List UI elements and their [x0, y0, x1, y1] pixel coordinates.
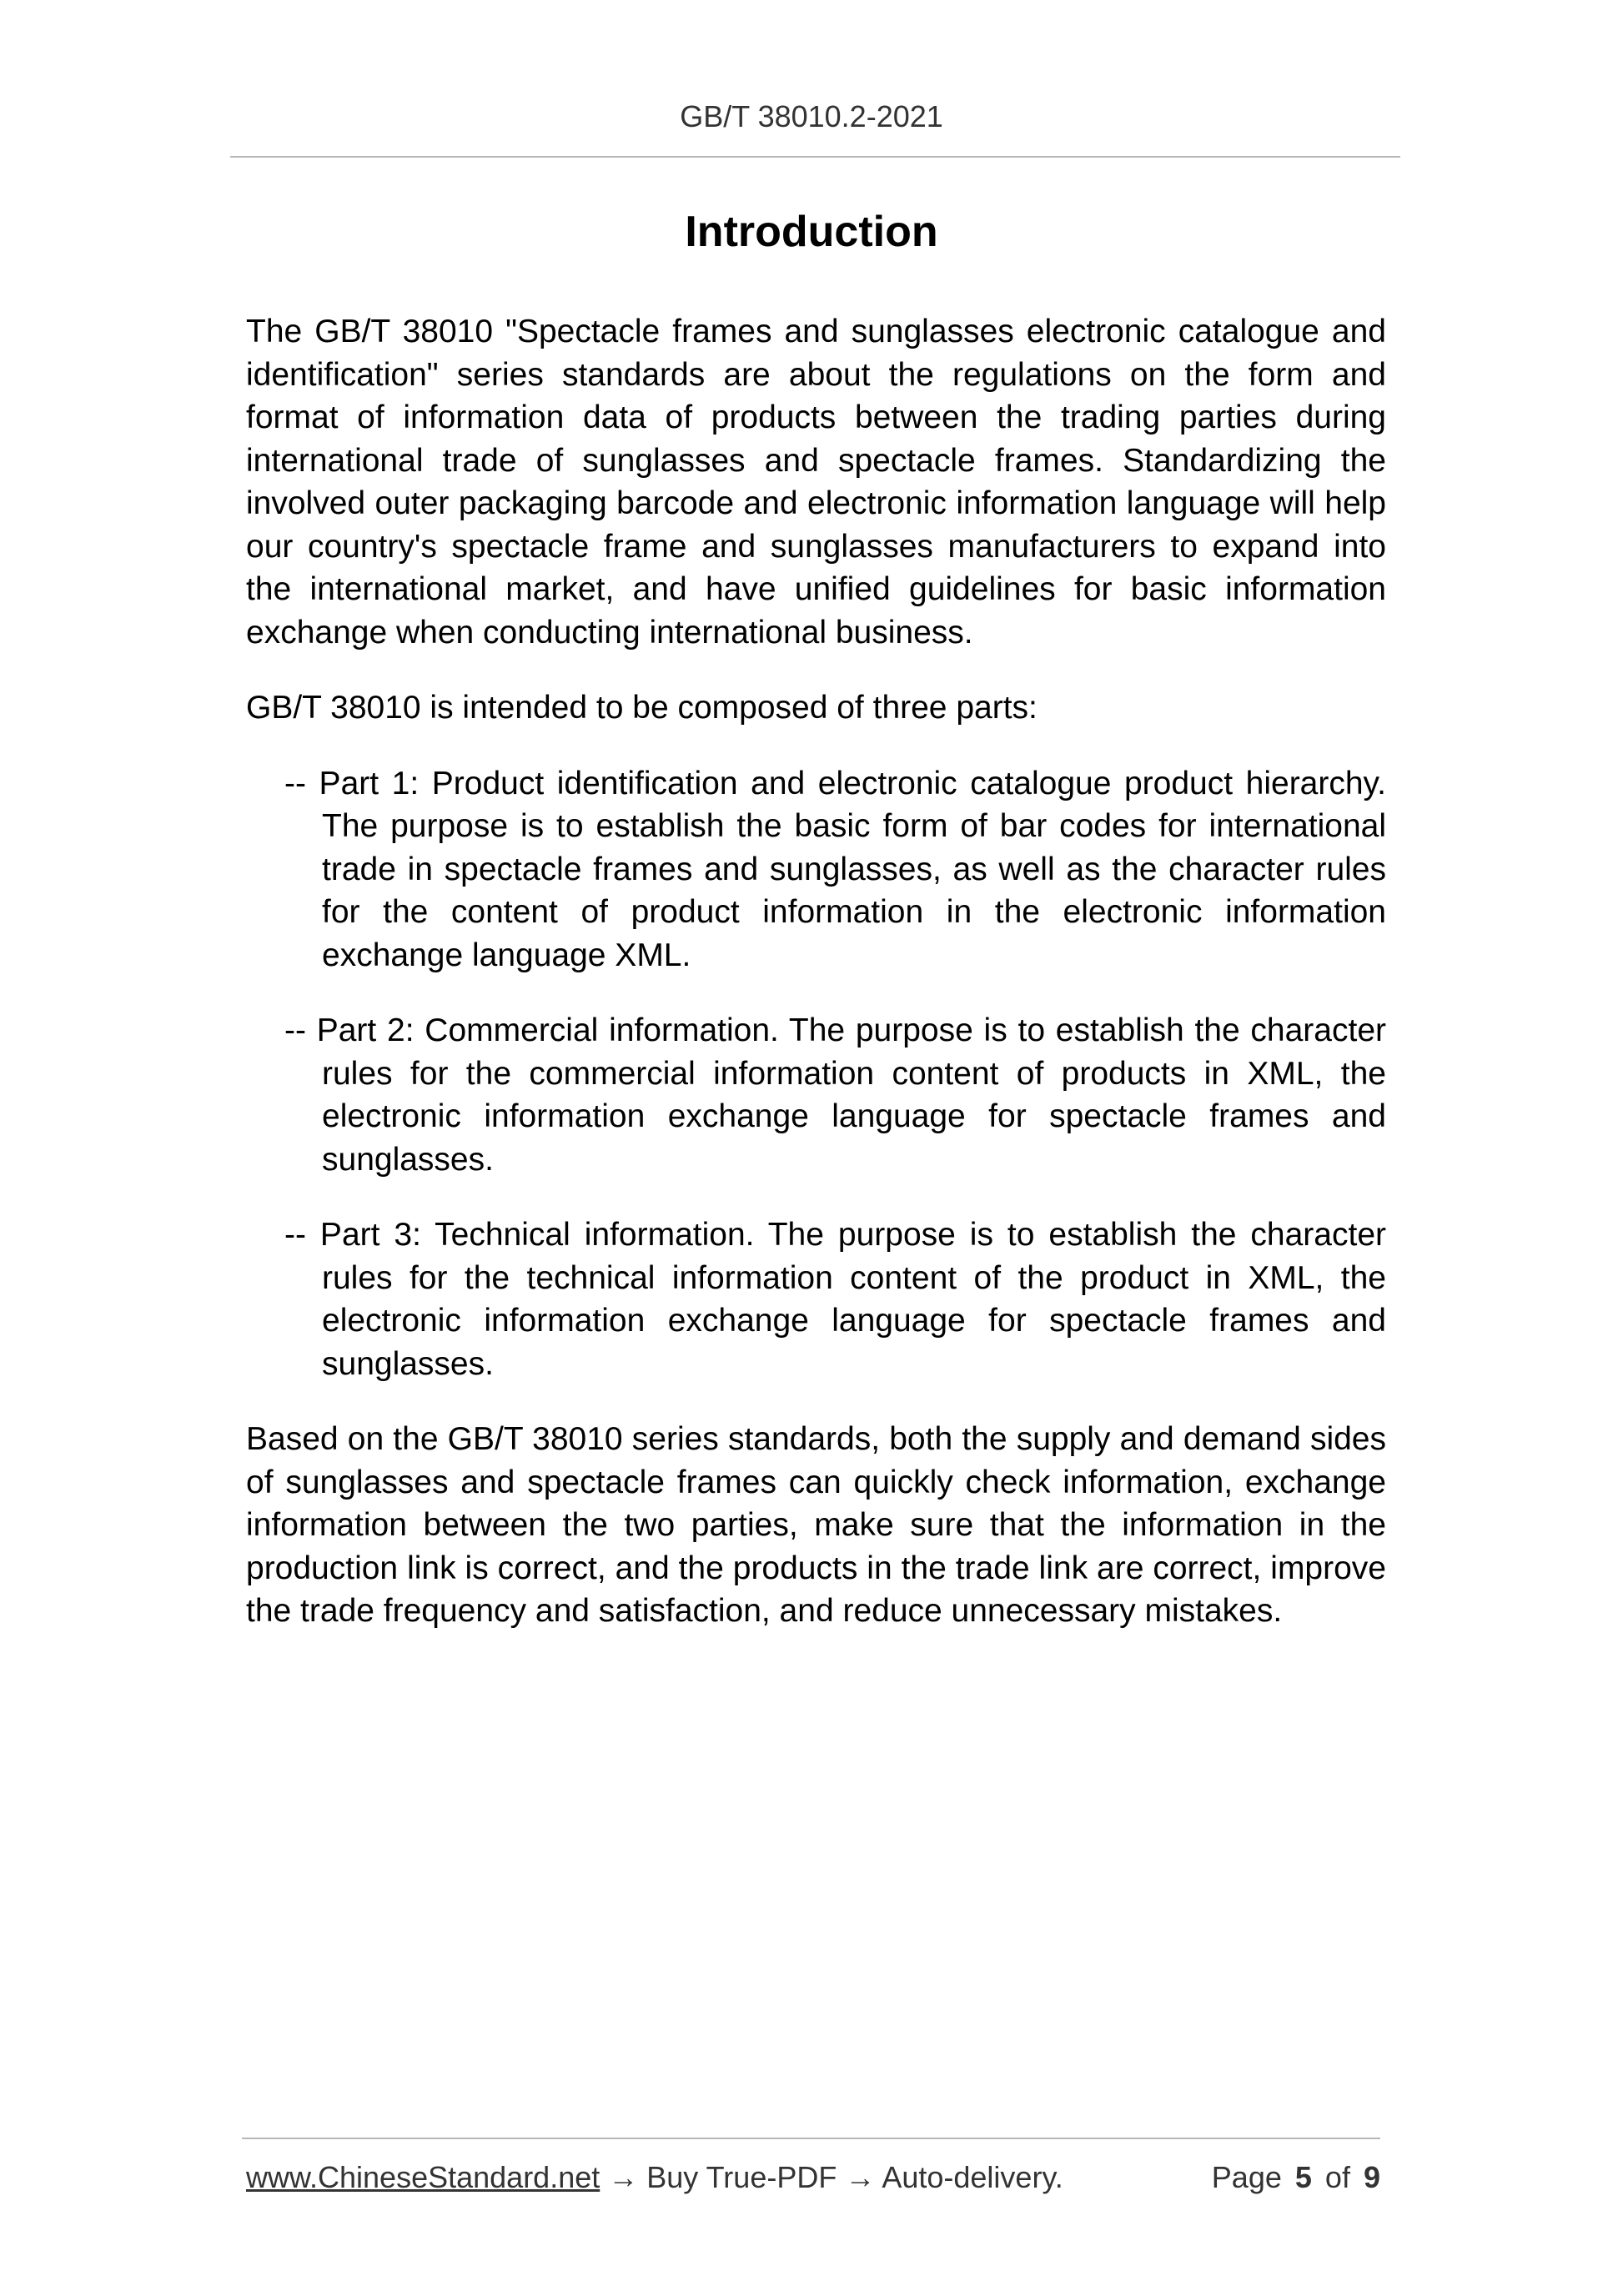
list-item-part-2: -- Part 2: Commercial information. The purpose is to establish the character rules for the commercial information content of products in XML, the electronic information exchange language for spectacle frames and sunglasses. — [284, 1012, 1386, 1178]
page-of-label: of — [1324, 2160, 1350, 2194]
page-label: Page — [1211, 2160, 1282, 2194]
current-page-number: 5 — [1294, 2160, 1312, 2194]
document-body — [246, 310, 1386, 1665]
footer-tagline: → Buy True-PDF → Auto-delivery. — [608, 2160, 1063, 2194]
parts-lead-paragraph: GB/T 38010 is intended to be composed of three parts: — [246, 690, 1038, 726]
page-title: Introduction — [685, 208, 938, 256]
page-indicator — [1212, 2159, 1380, 2196]
footer-divider — [242, 2138, 1380, 2139]
conclusion-paragraph: Based on the GB/T 38010 series standards, both the supply and demand sides of sunglasses and spectacle frames can quickly check information, exchange information between the two parties, make sure that the information in the production link is correct, and the products in the trade link are correct, improve the trade frequency and satisfaction, and reduce unnecessary mistakes. — [246, 1421, 1386, 1629]
intro-paragraph: The GB/T 38010 "Spectacle frames and sunglasses electronic catalogue and identification" series standards are about the regulations on the form and format of information data of products between the trading parties during international trade of sunglasses and spectacle frames. Standardizing the involved outer packaging barcode and electronic information language will help our country's spectacle frame and sunglasses manufacturers to expand into the international market, and have unified guidelines for basic information exchange when conducting international business. — [246, 314, 1386, 651]
total-pages-number: 9 — [1363, 2160, 1380, 2194]
website-link[interactable]: www.ChineseStandard.net — [246, 2160, 600, 2194]
footer-promo — [246, 2159, 1063, 2196]
list-item-part-3: -- Part 3: Technical information. The purpose is to establish the character rules for the technical information content of the product in XML, the electronic information exchange language for spectacle frames and sunglasses. — [284, 1217, 1386, 1382]
list-item-part-1: -- Part 1: Product identification and electronic catalogue product hierarchy. The purpose is to establish the basic form of bar codes for international trade in spectacle frames and sunglasses, as well as the character rules for the content of product information in the electronic information exchange language XML. — [284, 765, 1386, 973]
standard-code-header: GB/T 38010.2-2021 — [680, 99, 943, 133]
header-divider — [230, 156, 1400, 158]
